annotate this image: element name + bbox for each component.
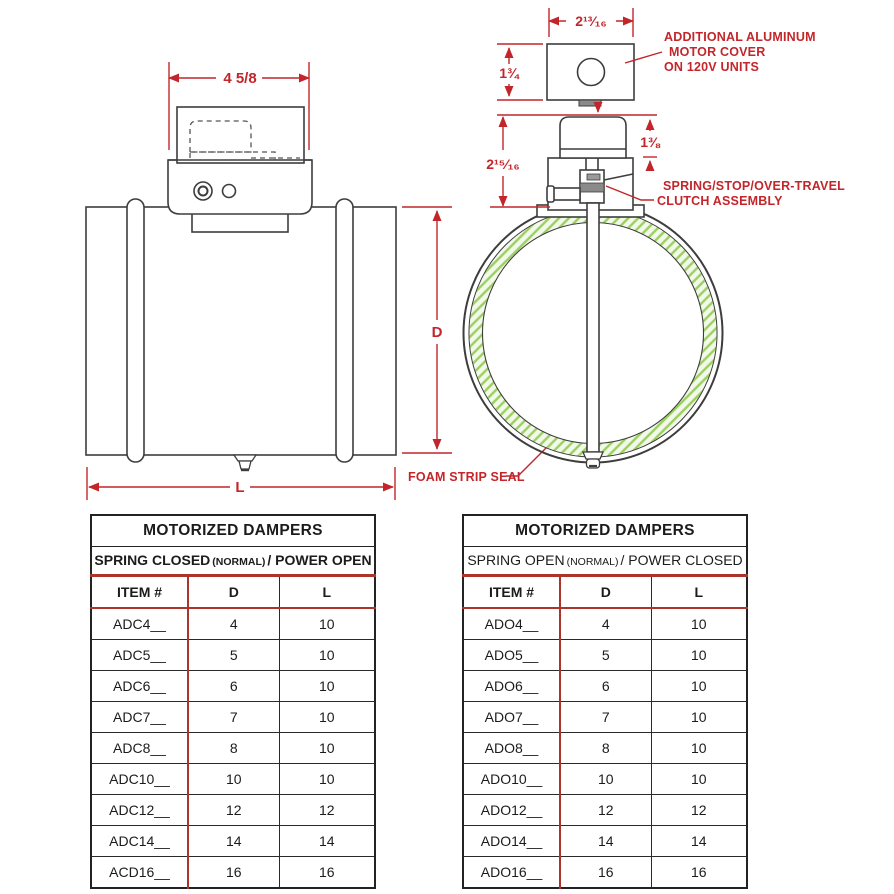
duct-bead-right: [336, 199, 353, 462]
table-row: ADO6__ 6 10: [463, 671, 747, 702]
cover-note-line3: ON 120V UNITS: [664, 60, 759, 74]
col-header-item: ITEM #: [463, 576, 560, 609]
table-subtitle: SPRING OPEN (NORMAL) / POWER CLOSED: [463, 547, 747, 576]
col-header-l: L: [651, 576, 747, 609]
dim-body-height-label: 2¹⁵⁄₁₆: [486, 156, 520, 172]
motor-cover: [177, 107, 304, 163]
dim-cover-width-label: 2¹³⁄₁₆: [575, 13, 607, 29]
foam-seal-label: FOAM STRIP SEAL: [408, 470, 525, 484]
dim-width-label: 4 5/8: [223, 70, 257, 87]
crank-cylinder: [553, 188, 580, 200]
col-header-l: L: [279, 576, 375, 609]
table-row: ADO10__ 10 10: [463, 764, 747, 795]
table-row: ADO12__ 12 12: [463, 795, 747, 826]
table-row: ADC5__ 5 10: [91, 640, 375, 671]
table-title: MOTORIZED DAMPERS: [463, 515, 747, 547]
spring-closed-table: [90, 514, 374, 889]
table-row: ADO14__ 14 14: [463, 826, 747, 857]
table-row: ADO8__ 8 10: [463, 733, 747, 764]
aluminum-motor-cover: [547, 44, 634, 100]
clutch-note-line1: SPRING/STOP/OVER-TRAVEL: [663, 179, 845, 193]
duct-bead-left: [127, 199, 144, 462]
table-row: ACD16__ 16 16: [91, 857, 375, 889]
table-row: ADC8__ 8 10: [91, 733, 375, 764]
dim-d-label: D: [431, 324, 443, 341]
table-row: ADC12__ 12 12: [91, 795, 375, 826]
motor-housing-end: [560, 117, 626, 158]
bottom-shaft-fitting: [234, 455, 256, 470]
table-row: ADC10__ 10 10: [91, 764, 375, 795]
table-row: ADO7__ 7 10: [463, 702, 747, 733]
dim-diameter-d: [402, 207, 452, 453]
damper-blade-shaft: [587, 203, 599, 452]
dim-l-label: L: [235, 479, 245, 496]
table-subtitle: SPRING CLOSED (NORMAL) / POWER OPEN: [91, 547, 375, 576]
col-header-item: ITEM #: [91, 576, 188, 609]
table-row: ADC7__ 7 10: [91, 702, 375, 733]
table-row: ADO5__ 5 10: [463, 640, 747, 671]
table-row: ADC4__ 4 10: [91, 608, 375, 640]
side-view-drawing: [86, 107, 396, 470]
clutch-band: [580, 183, 604, 192]
spring-open-table: [462, 514, 746, 889]
end-view-drawing: [464, 44, 723, 468]
shaft-nut: [583, 452, 603, 468]
table-row: ADO4__ 4 10: [463, 608, 747, 640]
cover-note-line1: ADDITIONAL ALUMINUM: [664, 30, 816, 44]
dim-motor-height-label: 1⅜: [640, 134, 660, 150]
clutch-note-line2: CLUTCH ASSEMBLY: [657, 194, 783, 208]
clutch-tab: [587, 174, 600, 180]
table-row: ADC6__ 6 10: [91, 671, 375, 702]
motor-housing: [168, 160, 312, 214]
crank-cap: [547, 186, 554, 202]
table-title: MOTORIZED DAMPERS: [91, 515, 375, 547]
col-header-d: D: [188, 576, 279, 609]
table-row: ADC14__ 14 14: [91, 826, 375, 857]
table-row: ADO16__ 16 16: [463, 857, 747, 889]
col-header-d: D: [560, 576, 651, 609]
cover-note-line2: MOTOR COVER: [669, 45, 766, 59]
dim-cover-height-label: 1¾: [499, 65, 519, 81]
